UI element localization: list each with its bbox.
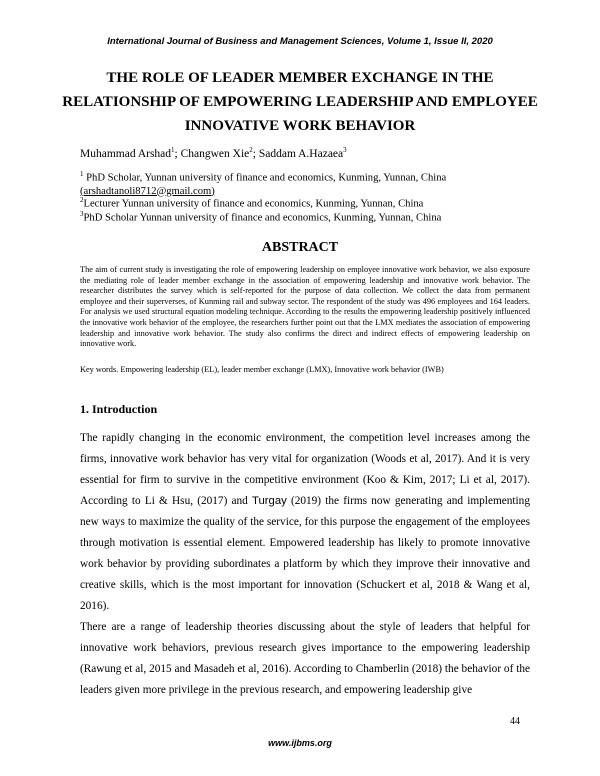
author-name-turgay: Turgay: [252, 495, 287, 507]
author-1-sup: 1: [171, 146, 175, 154]
author-1: Muhammad Arshad: [80, 147, 172, 160]
journal-header: International Journal of Business and Management Sciences, Volume 1, Issue II, 2020: [107, 36, 493, 47]
footer-url[interactable]: www.ijbms.org: [268, 738, 332, 748]
email-link[interactable]: (arshadtanoli8712@gmail.com): [80, 185, 215, 197]
section-heading-introduction: 1. Introduction: [80, 402, 158, 416]
title-line-2: RELATIONSHIP OF EMPOWERING LEADERSHIP AND EMPLOYEE: [62, 94, 538, 110]
paper-title: [60, 66, 540, 138]
paragraph-1: The rapidly changing in the economic environment, the competition level increases among the firms, innovative work behavior has very vital for organization (Woods et al, 2017). And it is very essential for firm to survive in the competitive environment (Koo & Kim, 2017; Li et al, 2017). According to Li & Hsu, (2017) and Turgay (2019) the firms now generating and implementing new ways to maximize the quality of the service, for this purpose the engagement of the employees through motivation is essential element. Empowered leadership has likely to promote innovative work behavior by providing subordinates a platform by which they improve their innovative and creative skills, which is the most important for innovation (Schuckert et al, 2018 & Wang et al, 2016).: [80, 432, 530, 612]
title-line-3: INNOVATIVE WORK BEHAVIOR: [184, 118, 416, 134]
affiliation-2: $^2$Lecturer Yunnan university of finance and economics, Kunming, Yunnan, China: [80, 196, 424, 210]
author-2: ; Changwen Xie: [174, 147, 250, 160]
paragraph-2: There are a range of leadership theories discussing about the style of leaders that helpful for innovative work behaviors, previous research gives importance to the empowering leadership (Rawung et al, 2015 and Masadeh et al, 2016). According to Chamberlin (2018) the behavior of the leaders given more privilege in the previous research, and empowering leadership give: [80, 621, 530, 696]
author-list: [80, 146, 347, 160]
introduction-body: [80, 428, 530, 701]
title-line-1: THE ROLE OF LEADER MEMBER EXCHANGE IN THE: [106, 70, 494, 86]
author-3: ; Saddam A.Hazaea: [252, 147, 344, 160]
affiliation-3: $^3$PhD Scholar Yunnan university of finance and economics, Kunming, Yunnan, China: [80, 210, 442, 224]
page-number: 44: [510, 716, 520, 727]
author-3-sup: 3: [343, 146, 347, 154]
abstract-body: The aim of current study is investigating the role of empowering leadership on employee innovative work behavior, we also exposure the mediating role of leader member exchange in the association of empowering leadership and innovative work behavior. The researcher distributes the survey which is self-reported for the purpose of data collection. We collect the data from permanent employee and their superverses, of Kunming rail and subway sector. The respondent of the study was 496 employees and 164 leaders. For analysis we used structural equation modeling technique. According to the results the empowering leadership positively influenced the innovative work behavior of the employee, the researchers further point out that the LMX mediates the association of empowering leadership and innovative work behavior. The study also confirms the direct and indirect effects of empowering leadership on innovative work.: [80, 265, 530, 349]
author-2-sup: 2: [249, 146, 253, 154]
affiliation-1: $^1$ PhD Scholar, Yunnan university of finance and economics, Kunming, Yunnan, China (arshadtanoli8712@gmail.com): [80, 170, 447, 197]
keywords: Key words. Empowering leadership (EL), leader member exchange (LMX), Innovative work behavior (IWB): [80, 365, 444, 374]
abstract-heading: ABSTRACT: [261, 240, 339, 255]
